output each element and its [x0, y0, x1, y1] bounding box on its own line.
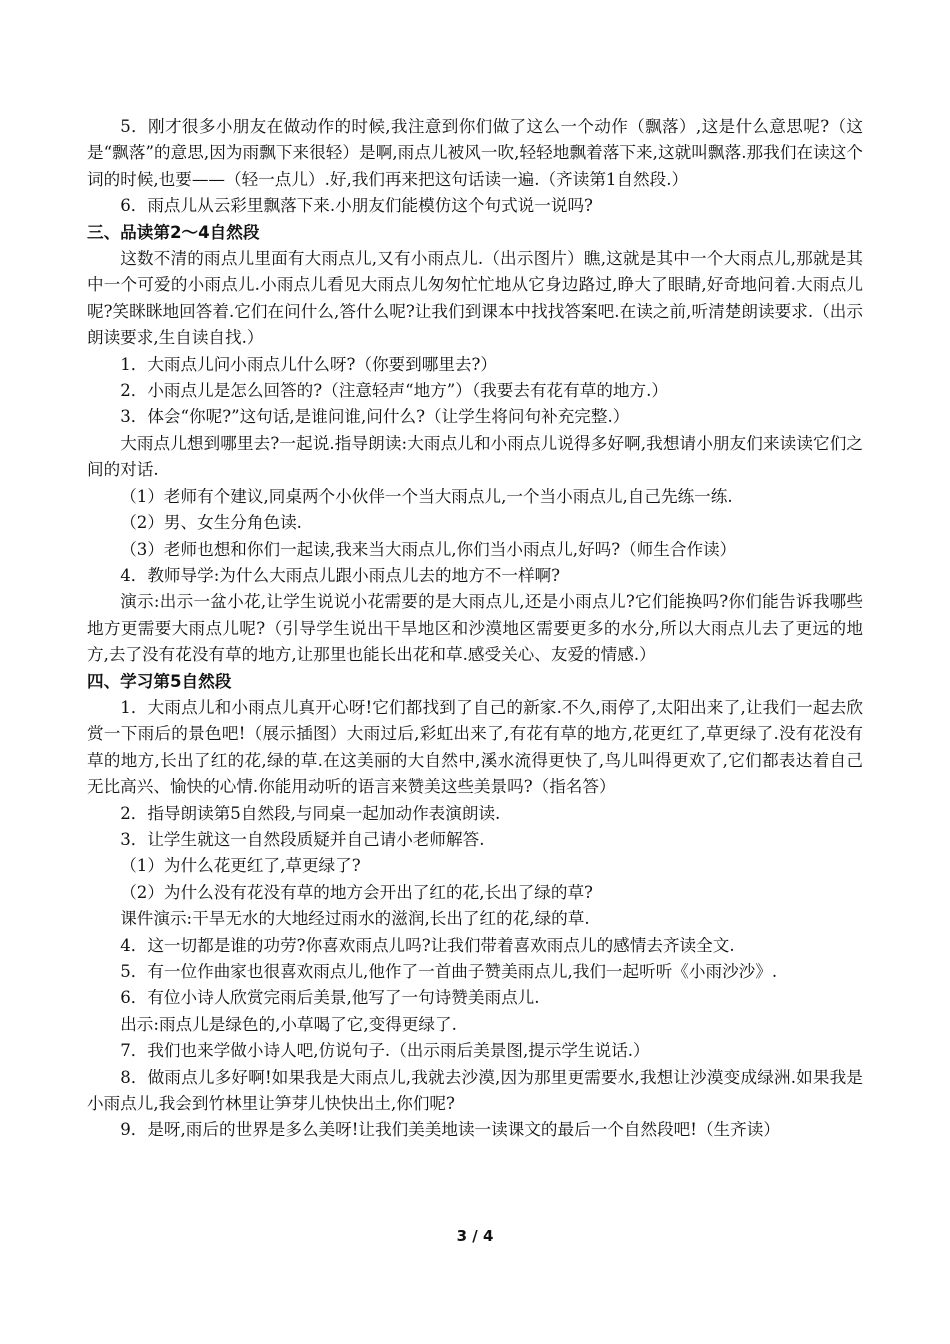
section4-item-4: 4．这一切都是谁的功劳?你喜欢雨点儿吗?让我们带着喜欢雨点儿的感情去齐读全文.: [120, 935, 735, 955]
section4-item-3: 3．让学生就这一自然段质疑并自己请小老师解答.: [120, 829, 485, 849]
paragraph-step-5: 5．刚才很多小朋友在做动作的时候,我注意到你们做了这么一个动作（飘落）,这是什么意思呢?（这是“飘落”的意思,因为雨飘下来很轻）是啊,雨点儿被风一吹,轻轻地飘着落下来,这就叫飘落.那我们在读这个词的时候,也要——（轻一点儿）.好,我们再来把这句话读一遍.（齐读第1自然段.）: [87, 117, 863, 189]
page-number: 3 / 4: [456, 1227, 494, 1245]
paragraph-step-6: 6．雨点儿从云彩里飘落下来.小朋友们能模仿这个句式说一说吗?: [120, 196, 593, 216]
section4-item-3c: 课件演示:干旱无水的大地经过雨水的滋润,长出了红的花,绿的草.: [120, 909, 590, 929]
section4-item-1: 1．大雨点儿和小雨点儿真开心呀!它们都找到了自己的新家.不久,雨停了,太阳出来了,让我们一起去欣赏一下雨后的景色吧!（展示插图）大雨过后,彩虹出来了,有花有草的地方,花更红了,草更绿了.没有花没有草的地方,长出了红的花,绿的草.在这美丽的大自然中,溪水流得更快了,鸟儿叫得更欢了,它们都表达着自己无比高兴、愉快的心情.你能用动听的语言来赞美这些美景吗?（指名答）: [87, 697, 863, 797]
section3-sub-2: （2）男、女生分角色读.: [120, 513, 302, 533]
section3-demo: 演示:出示一盆小花,让学生说说小花需要的是大雨点儿,还是小雨点儿?它们能换吗?你们能告诉我哪些地方更需要大雨点儿呢?（引导学生说出干旱地区和沙漠地区需要更多的水分,所以大雨点儿去了更远的地方,去了没有花没有草的地方,让那里也能长出花和草.感受关心、友爱的情感.）: [87, 592, 863, 665]
section4-item-6: 6．有位小诗人欣赏完雨后美景,他写了一句诗赞美雨点儿.: [120, 988, 540, 1008]
section4-item-6a: 出示:雨点儿是绿色的,小草喝了它,变得更绿了.: [120, 1014, 457, 1034]
section4-item-9: 9．是呀,雨后的世界是多么美呀!让我们美美地读一读课文的最后一个自然段吧!（生齐读）: [120, 1120, 780, 1140]
section-heading-3: 三、品读第2～4自然段: [87, 222, 260, 242]
section3-sub-1: （1）老师有个建议,同桌两个小伙伴一个当大雨点儿,一个当小雨点儿,自己先练一练.: [120, 486, 733, 506]
section3-question-4: 4．教师导学:为什么大雨点儿跟小雨点儿去的地方不一样啊?: [120, 565, 561, 585]
section4-item-5: 5．有一位作曲家也很喜欢雨点儿,他作了一首曲子赞美雨点儿,我们一起听听《小雨沙沙》.: [120, 962, 778, 981]
section3-question-2: 2．小雨点儿是怎么回答的?（注意轻声“地方”）（我要去有花有草的地方.）: [120, 381, 668, 401]
section3-sub-3: （3）老师也想和你们一起读,我来当大雨点儿,你们当小雨点儿,好吗?（师生合作读）: [120, 539, 737, 559]
section-heading-4: 四、学习第5自然段: [87, 671, 232, 691]
section3-question-3: 3．体会“你呢?”这句话,是谁问谁,问什么?（让学生将问句补充完整.）: [120, 407, 630, 427]
section3-question-1: 1．大雨点儿问小雨点儿什么呀?（你要到哪里去?）: [120, 354, 498, 374]
section3-guide: 大雨点儿想到哪里去?一起说.指导朗读:大雨点儿和小雨点儿说得多好啊,我想请小朋友们来读读它们之间的对话.: [87, 433, 863, 480]
section4-item-2: 2．指导朗读第5自然段,与同桌一起加动作表演朗读.: [120, 803, 501, 823]
section4-item-3b: （2）为什么没有花没有草的地方会开出了红的花,长出了绿的草?: [120, 882, 593, 902]
section4-item-7: 7．我们也来学做小诗人吧,仿说句子.（出示雨后美景图,提示学生说话.）: [120, 1041, 650, 1061]
section4-item-8: 8．做雨点儿多好啊!如果我是大雨点儿,我就去沙漠,因为那里更需要水,我想让沙漠变成绿洲.如果我是小雨点儿,我会到竹林里让笋芽儿快快出土,你们呢?: [87, 1067, 863, 1114]
section4-item-3a: （1）为什么花更红了,草更绿了?: [120, 856, 361, 876]
section3-intro: 这数不清的雨点儿里面有大雨点儿,又有小雨点儿.（出示图片）瞧,这就是其中一个大雨点儿,那就是其中一个可爱的小雨点儿.小雨点儿看见大雨点儿匆匆忙忙地从它身边路过,睁大了眼睛,好奇地问着.大雨点儿呢?笑眯眯地回答着.它们在问什么,答什么呢?让我们到课本中找找答案吧.在读之前,听清楚朗读要求.（出示朗读要求,生自读自找.）: [87, 249, 863, 348]
document-body: [87, 114, 863, 1144]
